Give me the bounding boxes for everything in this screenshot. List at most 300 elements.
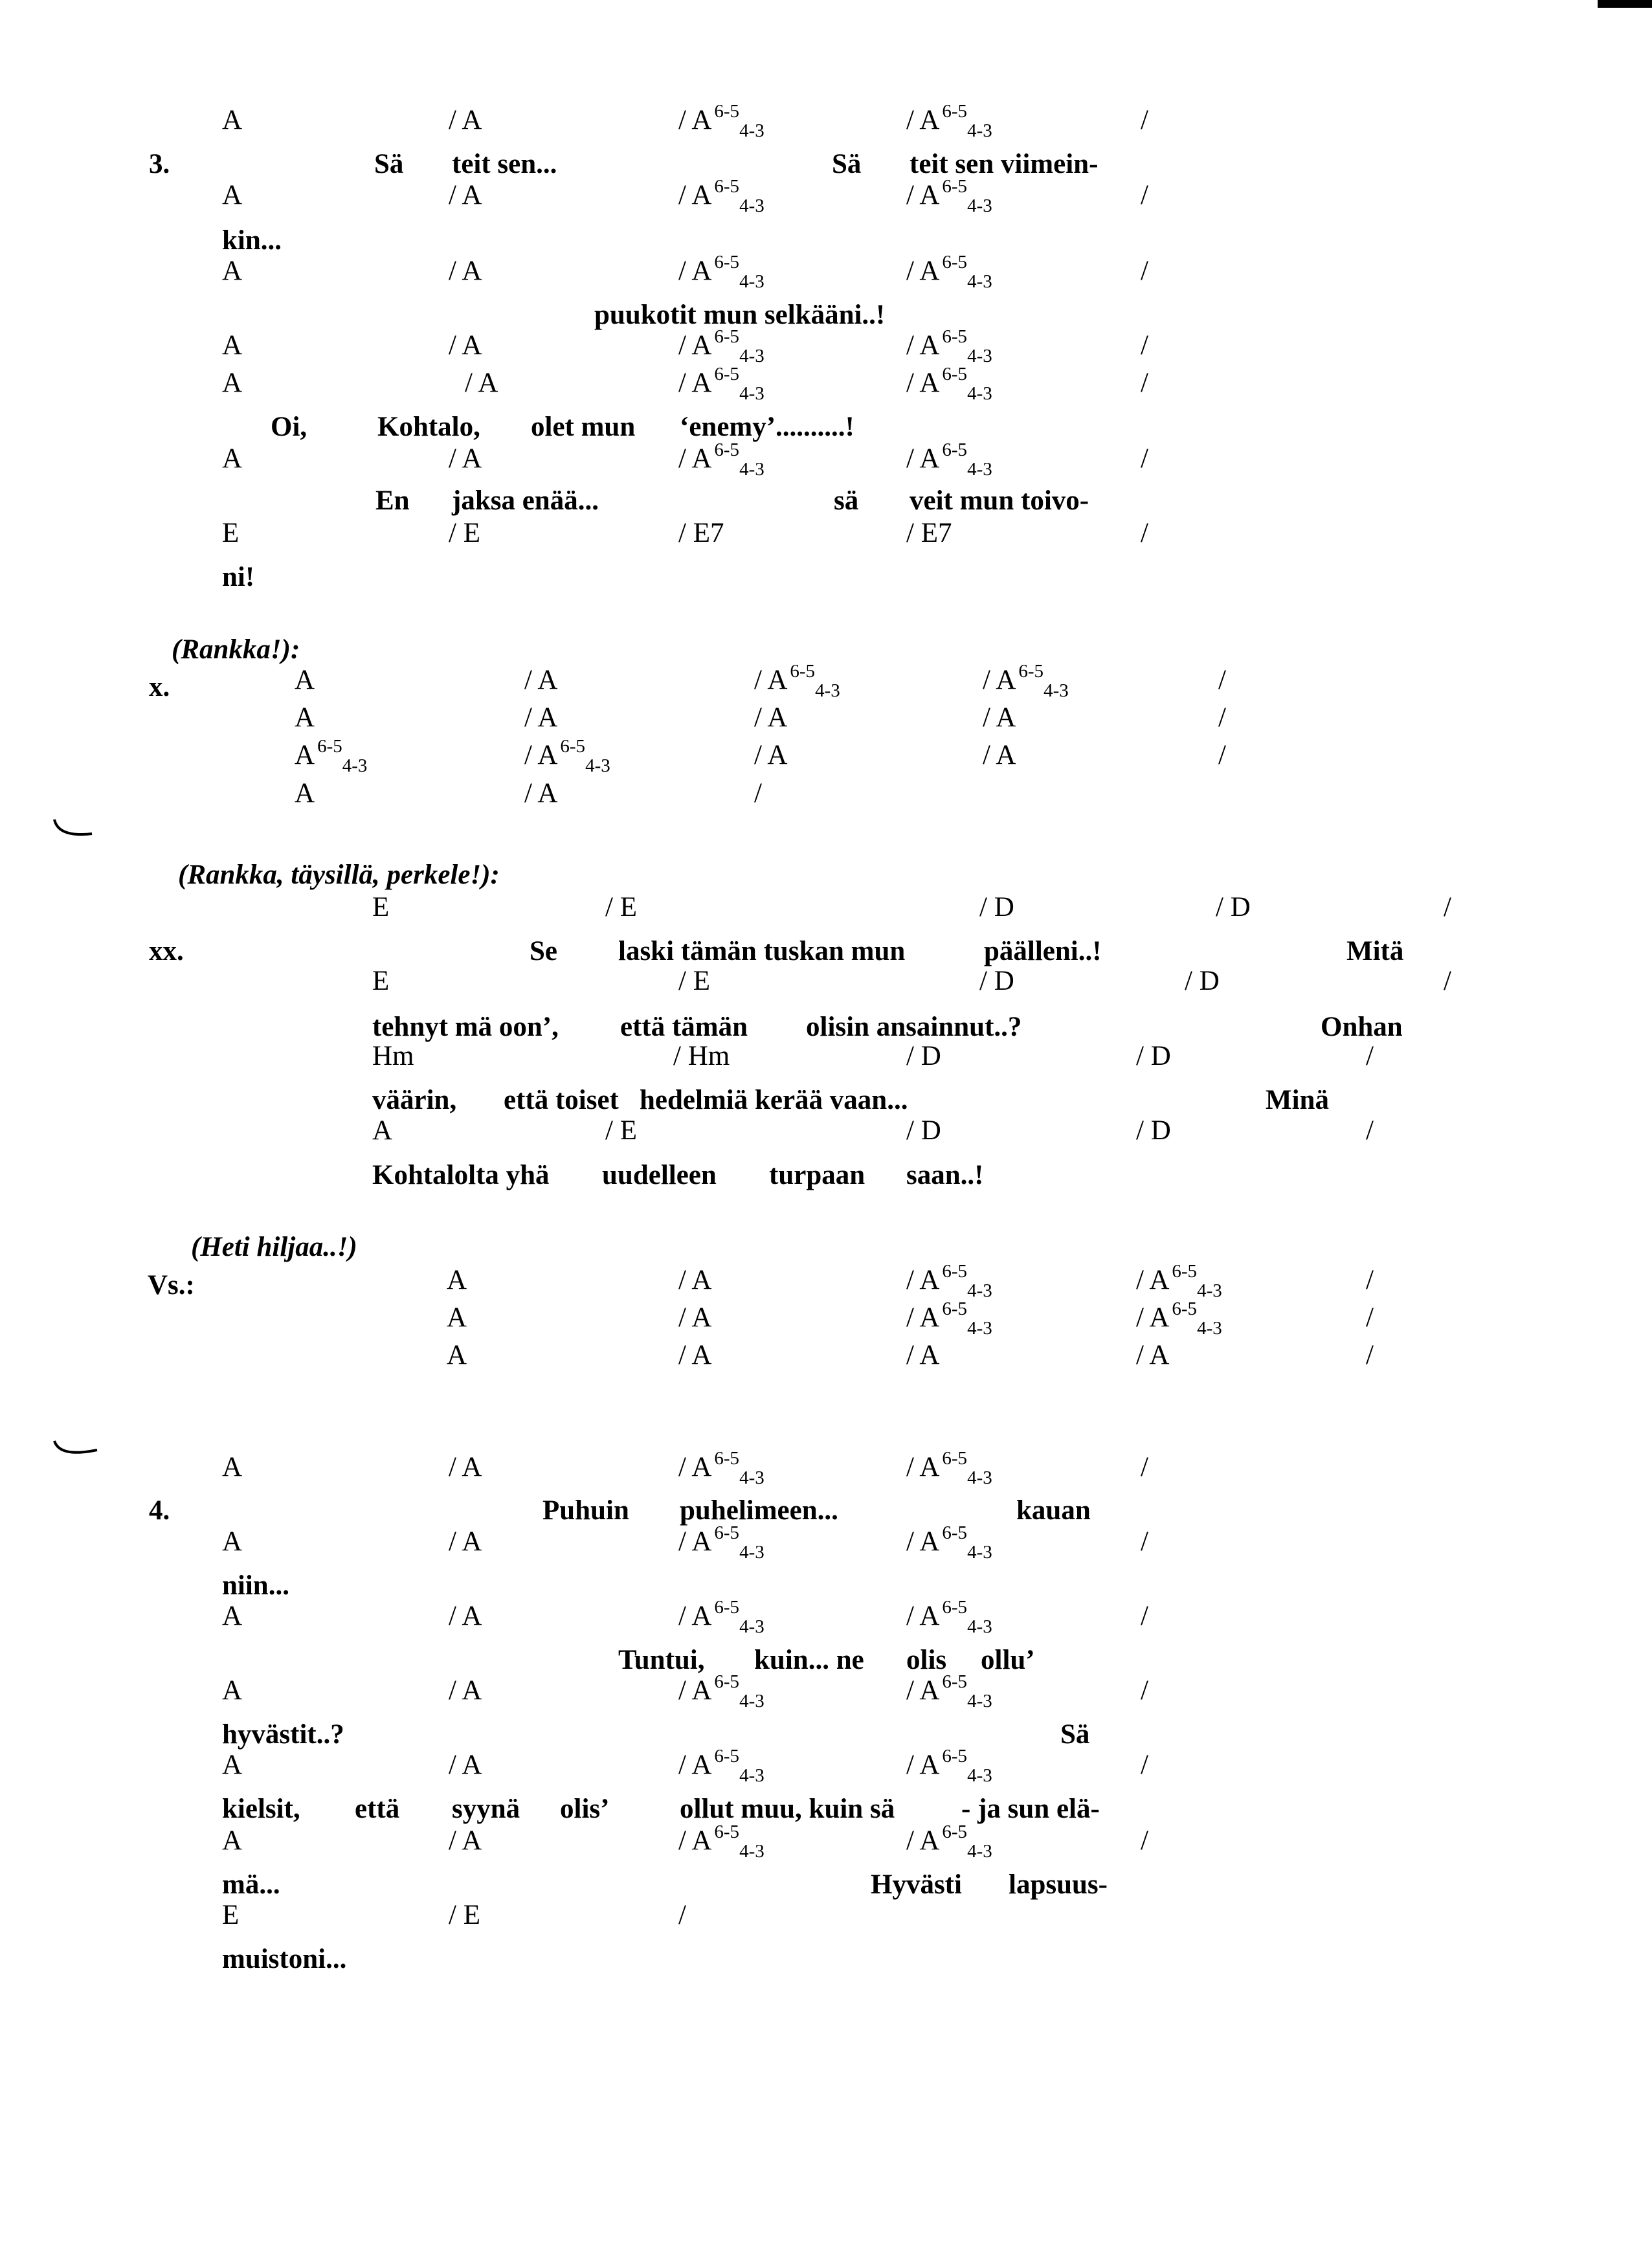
lyric-text: olet mun [531,412,636,442]
chord-name: A [222,180,243,210]
chord-name: / [1366,1115,1374,1146]
chord-symbol [1366,1341,1374,1369]
chord-name: / A [983,740,1016,770]
chord-superscript: 6-5 [942,1448,968,1469]
chord-superscript: 6-5 [714,1597,740,1618]
chord-symbol [1136,1261,1222,1301]
chord-name: / E [449,518,480,548]
lyric-text: että toiset [504,1085,619,1115]
chord-symbol [524,779,557,807]
chord-symbol [449,257,482,285]
chord-subscript: 4-3 [967,459,992,480]
chord-superscript: 6-5 [942,1746,968,1767]
chord-name: / A [678,1750,712,1780]
lyric-text: Tuntui, [618,1645,705,1675]
lyric-text: Hyvästi [871,1869,962,1900]
lyric-text: että tämän [620,1012,748,1042]
chord-symbol [1141,331,1148,359]
chord-symbol [906,326,992,366]
lyric-text: olis [906,1645,947,1675]
chord-superscript: 6-5 [714,1671,740,1692]
chord-name: / A [449,1601,482,1631]
chord-name: / A [678,443,712,474]
chord-subscript: 4-3 [815,680,840,701]
lyric-text: tehnyt mä oon’, [372,1012,559,1042]
chord-superscript: 6-5 [714,1746,740,1767]
section-heading: (Rankka!): [172,634,300,665]
chord-symbol [754,779,762,807]
section-heading: (Heti hiljaa..!) [191,1232,357,1262]
chord-symbol [1141,106,1148,134]
chord-symbol [295,666,315,694]
lyric-text: syynä [452,1794,520,1824]
chord-symbol [1218,666,1226,694]
chord-symbol [222,106,242,134]
chord-name: / [1141,180,1148,210]
chord-name: / A [678,1265,712,1295]
chord-name: / A [678,1601,712,1631]
chord-symbol [678,176,765,216]
chord-name: / D [1136,1041,1171,1071]
chord-name: E [222,518,240,548]
chord-name: / A [678,368,712,398]
lyric-text: jaksa enää... [452,485,599,516]
chord-symbol [678,364,765,404]
chord-name: E [372,966,390,996]
chord-name: / [1141,1750,1148,1780]
chord-symbol [524,736,610,776]
chord-name: / E [678,966,710,996]
lyric-text: puhelimeen... [680,1495,838,1526]
chord-superscript: 6-5 [714,176,740,197]
chord-symbol [678,101,765,141]
chord-superscript: 6-5 [942,176,968,197]
chord-name: A [295,702,315,733]
chord-symbol [678,1266,711,1294]
chord-symbol [1141,1827,1148,1855]
chord-symbol [906,1261,992,1301]
chord-name: / A [524,665,558,695]
chord-name: A [295,740,315,770]
chord-symbol [1141,1453,1148,1481]
chord-symbol [1141,519,1148,547]
bracket-mark [50,1438,102,1464]
chord-symbol [222,1602,242,1630]
chord-symbol [906,1341,939,1369]
chord-name: / A [906,105,940,135]
lyric-text: ollu’ [981,1645,1035,1675]
chord-name: A [222,1452,243,1482]
chord-superscript: 6-5 [1172,1299,1198,1319]
verse-number: 3. [149,149,170,179]
chord-name: / [1444,892,1451,922]
chord-name: / A [1136,1302,1170,1333]
chord-symbol [605,893,637,921]
chord-superscript: 6-5 [942,1597,968,1618]
chord-name: / A [754,740,788,770]
chord-superscript: 6-5 [942,1671,968,1692]
chord-symbol [1141,445,1148,473]
lyric-text: Puhuin [542,1495,629,1526]
chord-symbol [1366,1266,1374,1294]
chord-subscript: 4-3 [739,1542,765,1563]
chord-name: A [295,665,315,695]
chord-symbol [906,101,992,141]
chord-name: / A [983,665,1016,695]
chord-symbol [678,1746,765,1786]
chord-symbol [372,967,389,995]
lyric-text: päälleni..! [984,936,1102,966]
chord-symbol [678,1901,686,1929]
chord-symbol [449,1901,480,1929]
chord-symbol [1141,1528,1148,1555]
chord-superscript: 6-5 [1018,661,1044,682]
lyric-text: Sä [1060,1719,1090,1750]
chord-superscript: 6-5 [942,1299,968,1319]
chord-symbol [524,666,557,694]
chord-symbol [449,1453,482,1481]
lyric-text: niin... [222,1570,289,1601]
lyric-text: väärin, [372,1085,457,1115]
chord-name: A [447,1265,467,1295]
lyric-text: kin... [222,225,282,256]
section-label: x. [149,672,170,702]
chord-name: / [1141,105,1148,135]
chord-name: / [1141,443,1148,474]
chord-symbol [222,181,242,209]
lyric-text: Kohtalo, [377,412,480,442]
chord-subscript: 4-3 [739,1841,765,1862]
lyric-text: hedelmiä kerää vaan... [640,1085,908,1115]
chord-subscript: 4-3 [967,1841,992,1862]
chord-name: / A [678,1302,712,1333]
chord-superscript: 6-5 [942,1261,968,1282]
chord-symbol [449,1751,482,1779]
chord-name: / [1141,1452,1148,1482]
chord-superscript: 6-5 [942,101,968,122]
chord-symbol [222,1751,242,1779]
chord-symbol [1136,1341,1169,1369]
chord-symbol [222,519,239,547]
chord-name: / A [906,256,940,286]
chord-superscript: 6-5 [942,252,968,273]
chord-symbol [1136,1042,1171,1070]
chord-symbol [983,704,1016,731]
chord-superscript: 6-5 [942,440,968,460]
chord-name: / A [449,1452,482,1482]
chord-name: / A [449,1526,482,1557]
chord-name: / A [678,1340,712,1370]
chord-symbol [449,181,482,209]
chord-subscript: 4-3 [967,1467,992,1488]
lyric-text: hyvästit..? [222,1719,344,1750]
chord-name: / [1141,518,1148,548]
chord-name: / A [983,702,1016,733]
chord-name: / [1141,330,1148,361]
lyric-text: ‘enemy’..........! [680,412,854,442]
chord-name: / [1141,256,1148,286]
chord-name: / E [449,1900,480,1930]
chord-subscript: 4-3 [967,1616,992,1637]
chord-subscript: 4-3 [739,271,765,292]
chord-symbol [222,1528,242,1555]
chord-symbol [222,445,242,473]
lyric-text: - ja sun elä- [961,1794,1100,1824]
chord-name: / A [906,368,940,398]
chord-symbol [222,1901,239,1929]
chord-symbol [1444,893,1451,921]
chord-symbol [906,176,992,216]
chord-symbol [906,440,992,480]
chord-symbol [449,1677,482,1704]
lyric-text: laski tämän tuskan mun [618,936,906,966]
chord-name: / A [449,256,482,286]
chord-subscript: 4-3 [1044,680,1069,701]
lyric-text: Kohtalolta yhä [372,1160,550,1190]
chord-name: / A [678,256,712,286]
chord-name: / A [678,330,712,361]
lyric-text: kielsit, [222,1794,300,1824]
chord-symbol [1141,1602,1148,1630]
chord-name: / A [678,1675,712,1706]
chord-symbol [906,1746,992,1786]
chord-superscript: 6-5 [714,252,740,273]
chord-symbol [372,893,389,921]
chord-symbol [295,736,368,776]
chord-symbol [449,445,482,473]
chord-name: / D [979,966,1014,996]
chord-symbol [983,741,1016,769]
chord-subscript: 4-3 [967,1765,992,1786]
chord-symbol [678,440,765,480]
chord-name: / A [524,778,558,808]
chord-name: A [295,778,315,808]
chord-symbol [1366,1117,1374,1144]
lyric-text: Onhan [1321,1012,1403,1042]
chord-name: / A [449,443,482,474]
chord-name: / [1218,740,1226,770]
chord-name: / A [1136,1340,1170,1370]
chord-name: / A [449,1825,482,1856]
lyric-text: turpaan [769,1160,865,1190]
chord-name: / E7 [906,518,952,548]
chord-name: Hm [372,1041,414,1071]
lyric-text: mä... [222,1869,280,1900]
chord-symbol [1136,1299,1222,1339]
chord-symbol [1141,1677,1148,1704]
chord-symbol [449,1602,482,1630]
chord-name: / D [1185,966,1220,996]
chord-name: A [222,105,243,135]
chord-symbol [678,1341,711,1369]
chord-symbol [1216,893,1251,921]
chord-symbol [906,252,992,292]
chord-symbol [678,1822,765,1862]
chord-superscript: 6-5 [714,1522,740,1543]
lyric-text: olis’ [560,1794,610,1824]
chord-symbol [1136,1117,1171,1144]
lyric-text: Se [530,936,557,966]
chord-superscript: 6-5 [317,736,342,757]
lyric-text: Sä [374,149,404,179]
chord-symbol [295,779,315,807]
section-heading: (Rankka, täysillä, perkele!): [178,860,500,890]
chord-name: / A [1136,1265,1170,1295]
chord-subscript: 4-3 [967,1318,992,1339]
chord-superscript: 6-5 [942,1522,968,1543]
chord-name: A [447,1302,467,1333]
chord-name: / [1366,1340,1374,1370]
chord-name: / E [605,892,637,922]
chord-subscript: 4-3 [739,1691,765,1711]
chord-subscript: 4-3 [1197,1318,1222,1339]
chord-symbol [906,1522,992,1563]
chord-name: / A [678,180,712,210]
chord-symbol [449,519,480,547]
bracket-mark [50,817,96,843]
chord-name: / A [906,1750,940,1780]
chord-symbol [1444,967,1451,995]
chord-subscript: 4-3 [739,459,765,480]
chord-name: / A [449,180,482,210]
chord-symbol [979,967,1014,995]
lyric-text: kauan [1016,1495,1091,1526]
chord-subscript: 4-3 [967,271,992,292]
chord-name: / [1218,702,1226,733]
chord-symbol [983,661,1069,701]
chord-name: / [1366,1265,1374,1295]
chord-symbol [447,1266,467,1294]
lyric-text: puukotit mun selkääni..! [594,300,886,330]
chord-superscript: 6-5 [714,364,740,385]
lyric-text: Sä [832,149,862,179]
chord-name: / D [906,1041,941,1071]
chord-name: / [1366,1302,1374,1333]
lyric-text: ollut muu, kuin sä [680,1794,895,1824]
chord-subscript: 4-3 [739,1616,765,1637]
chord-symbol [754,704,787,731]
chord-name: / D [1216,892,1251,922]
chord-name: / A [449,330,482,361]
chord-subscript: 4-3 [739,1765,765,1786]
chord-symbol [906,519,952,547]
chord-name: / A [678,1452,712,1482]
chord-symbol [1366,1042,1374,1070]
chord-name: / A [524,740,558,770]
chord-name: / D [906,1115,941,1146]
lyric-text: että [355,1794,400,1824]
chord-symbol [222,331,242,359]
chord-name: / A [465,368,498,398]
chord-subscript: 4-3 [967,383,992,404]
chord-name: / [1141,1825,1148,1856]
chord-symbol [906,364,992,404]
chord-symbol [1218,704,1226,731]
chord-symbol [1185,967,1220,995]
chord-name: / A [906,330,940,361]
chord-name: A [222,1526,243,1557]
chord-superscript: 6-5 [714,1448,740,1469]
lyric-text: veit mun toivo- [910,485,1089,516]
chord-symbol [295,704,315,731]
chord-symbol [222,369,242,397]
chord-symbol [447,1341,467,1369]
lyric-text: muistoni... [222,1944,347,1974]
chord-superscript: 6-5 [942,364,968,385]
chord-name: / A [906,180,940,210]
chord-symbol [678,1304,711,1332]
chord-symbol [906,1299,992,1339]
chord-symbol [465,369,498,397]
chord-name: / [1218,665,1226,695]
lyric-text: ni! [222,562,255,592]
chord-superscript: 6-5 [714,326,740,347]
chord-name: / [754,778,762,808]
lyric-text: sä [834,485,859,516]
chord-superscript: 6-5 [1172,1261,1198,1282]
lyric-text: En [375,485,410,516]
lyric-text: uudelleen [602,1160,717,1190]
chord-name: / [1141,1601,1148,1631]
chord-name: / Hm [673,1041,730,1071]
lyric-text: Mitä [1346,936,1404,966]
chord-name: / [1141,1675,1148,1706]
chord-subscript: 4-3 [739,383,765,404]
chord-subscript: 4-3 [585,755,610,776]
chord-symbol [222,1453,242,1481]
chord-subscript: 4-3 [967,195,992,216]
chord-symbol [673,1042,730,1070]
chord-symbol [222,1827,242,1855]
chord-name: / A [449,1750,482,1780]
lyric-text: Oi, [271,412,307,442]
lyric-text: teit sen viimein- [910,149,1099,179]
chord-symbol [524,704,557,731]
chord-symbol [906,1448,992,1488]
chord-name: / [1141,1526,1148,1557]
chord-superscript: 6-5 [714,440,740,460]
chord-name: / A [754,665,788,695]
chord-symbol [372,1042,414,1070]
chord-subscript: 4-3 [739,346,765,366]
chord-symbol [1141,1751,1148,1779]
chord-name: E [372,892,390,922]
chord-subscript: 4-3 [967,1691,992,1711]
chord-name: / [1366,1041,1374,1071]
chord-name: / E7 [678,518,724,548]
chord-superscript: 6-5 [942,326,968,347]
chord-superscript: 6-5 [714,101,740,122]
chord-subscript: 4-3 [739,195,765,216]
lyric-text: kuin... ne [754,1645,864,1675]
chord-name: A [222,368,243,398]
chord-name: / [1444,966,1451,996]
chord-symbol [906,1671,992,1711]
chord-superscript: 6-5 [790,661,816,682]
lyric-text: teit sen... [452,149,557,179]
chord-symbol [1218,741,1226,769]
chord-symbol [979,893,1014,921]
chord-name: / A [906,1601,940,1631]
lyric-text: olisin ansainnut..? [806,1012,1022,1042]
chord-symbol [906,1042,941,1070]
chord-name: A [222,443,243,474]
chord-name: / A [678,1825,712,1856]
chord-name: / A [678,1526,712,1557]
chord-name: / [678,1900,686,1930]
chord-name: / A [754,702,788,733]
chord-symbol [1141,257,1148,285]
